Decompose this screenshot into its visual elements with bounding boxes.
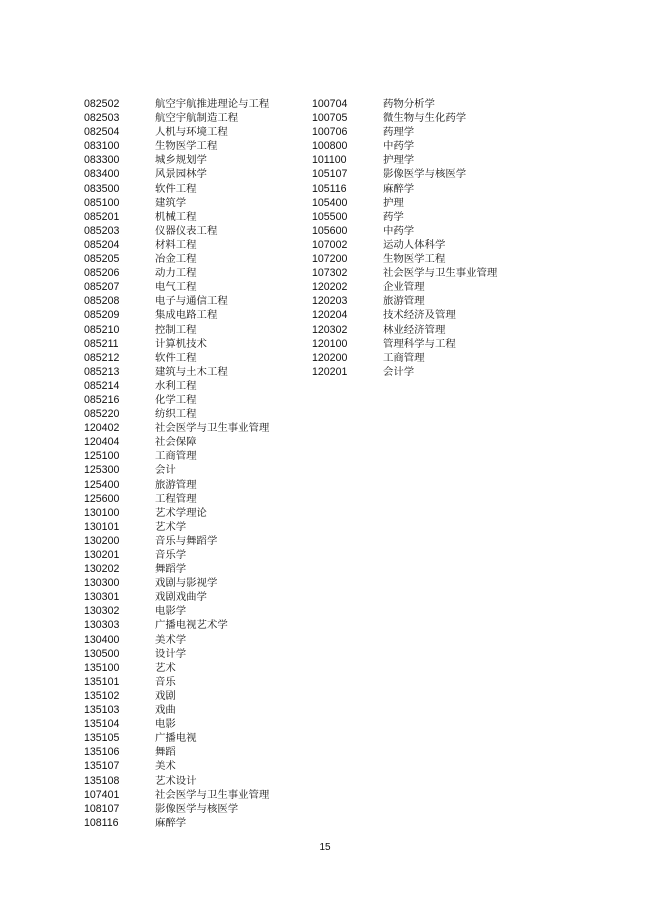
major-name: 音乐与舞蹈学 xyxy=(155,534,218,547)
major-name: 风景园林学 xyxy=(155,168,207,181)
major-name: 材料工程 xyxy=(155,238,197,251)
major-name: 设计学 xyxy=(155,647,187,660)
major-code: 135105 xyxy=(84,732,120,745)
list-item xyxy=(84,252,314,266)
major-name: 管理科学与工程 xyxy=(383,337,456,350)
list-item xyxy=(84,238,314,252)
major-code: 085207 xyxy=(84,281,120,294)
list-item xyxy=(312,167,542,181)
major-code: 120200 xyxy=(312,351,348,364)
major-code: 083100 xyxy=(84,140,120,153)
list-item xyxy=(84,675,314,689)
major-code: 108116 xyxy=(84,816,119,829)
major-code: 105600 xyxy=(312,224,348,237)
list-item xyxy=(312,153,542,167)
major-name: 舞蹈学 xyxy=(155,563,187,576)
major-code: 083300 xyxy=(84,154,120,167)
list-item xyxy=(84,661,314,675)
major-code: 130301 xyxy=(84,591,120,604)
list-item xyxy=(84,633,314,647)
list-item xyxy=(84,224,314,238)
list-item xyxy=(312,224,542,238)
list-item xyxy=(84,689,314,703)
major-code: 120203 xyxy=(312,295,348,308)
major-code: 120201 xyxy=(312,365,348,378)
major-name: 运动人体科学 xyxy=(383,238,446,251)
list-item xyxy=(84,788,314,802)
major-name: 电子与通信工程 xyxy=(155,295,228,308)
major-code: 135104 xyxy=(84,718,120,731)
major-name: 仪器仪表工程 xyxy=(155,224,218,237)
list-item xyxy=(84,731,314,745)
major-name: 技术经济及管理 xyxy=(383,309,456,322)
major-name: 动力工程 xyxy=(155,267,197,280)
list-item xyxy=(84,167,314,181)
major-name: 艺术学理论 xyxy=(155,506,207,519)
major-name: 中药学 xyxy=(383,224,415,237)
major-code: 085206 xyxy=(84,267,120,280)
major-code: 083400 xyxy=(84,168,120,181)
major-code: 107401 xyxy=(84,788,120,801)
list-item xyxy=(312,210,542,224)
list-item xyxy=(312,337,542,351)
major-code: 100705 xyxy=(312,112,348,125)
major-name: 社会保障 xyxy=(155,436,197,449)
list-item xyxy=(84,111,314,125)
list-item xyxy=(84,139,314,153)
major-code: 085209 xyxy=(84,309,120,322)
list-item xyxy=(312,238,542,252)
major-code: 107002 xyxy=(312,238,348,251)
major-code: 135107 xyxy=(84,760,120,773)
major-name: 戏剧 xyxy=(155,689,176,702)
list-item xyxy=(84,604,314,618)
list-item xyxy=(84,308,314,322)
list-item xyxy=(84,351,314,365)
major-name: 电影学 xyxy=(155,605,187,618)
major-code: 085220 xyxy=(84,408,120,421)
major-code: 130202 xyxy=(84,563,120,576)
list-item xyxy=(84,266,314,280)
major-code: 082503 xyxy=(84,112,120,125)
major-code: 085212 xyxy=(84,351,120,364)
list-item xyxy=(312,125,542,139)
major-code: 085204 xyxy=(84,238,120,251)
major-name: 航空宇航推进理论与工程 xyxy=(155,98,270,110)
major-name: 护理 xyxy=(383,196,404,209)
major-code: 130100 xyxy=(84,506,120,519)
major-code: 130302 xyxy=(84,605,120,618)
major-name: 人机与环境工程 xyxy=(155,126,228,139)
major-name: 会计学 xyxy=(383,365,415,378)
major-code: 120100 xyxy=(312,337,348,350)
major-code: 105116 xyxy=(312,182,347,195)
list-item xyxy=(84,816,314,830)
major-name: 药物分析学 xyxy=(383,98,435,110)
major-code: 085100 xyxy=(84,196,120,209)
list-item xyxy=(84,745,314,759)
left-column-list xyxy=(84,97,314,830)
list-item xyxy=(312,308,542,322)
list-item xyxy=(312,280,542,294)
list-item xyxy=(84,365,314,379)
list-item xyxy=(84,492,314,506)
major-name: 生物医学工程 xyxy=(155,140,218,153)
list-item xyxy=(84,337,314,351)
list-item xyxy=(312,97,542,111)
major-name: 影像医学与核医学 xyxy=(383,168,467,181)
list-item xyxy=(312,196,542,210)
list-item xyxy=(84,478,314,492)
major-code: 100704 xyxy=(312,98,348,110)
major-code: 085210 xyxy=(84,323,120,336)
major-code: 085214 xyxy=(84,379,120,392)
major-name: 化学工程 xyxy=(155,393,197,406)
list-item xyxy=(312,139,542,153)
major-name: 建筑与土木工程 xyxy=(155,365,228,378)
major-code: 107200 xyxy=(312,253,348,266)
list-item xyxy=(84,759,314,773)
major-code: 105107 xyxy=(312,168,348,181)
list-item xyxy=(84,449,314,463)
list-item xyxy=(84,125,314,139)
list-item xyxy=(84,196,314,210)
list-item xyxy=(84,393,314,407)
major-code: 120402 xyxy=(84,422,120,435)
list-item xyxy=(84,294,314,308)
major-code: 130303 xyxy=(84,619,120,632)
major-code: 135103 xyxy=(84,704,120,717)
major-code: 120204 xyxy=(312,309,348,322)
list-item xyxy=(84,182,314,196)
list-item xyxy=(84,463,314,477)
major-name: 冶金工程 xyxy=(155,253,197,266)
major-code: 100800 xyxy=(312,140,348,153)
major-code: 107302 xyxy=(312,267,348,280)
major-name: 集成电路工程 xyxy=(155,309,218,322)
list-item xyxy=(84,548,314,562)
major-name: 广播电视艺术学 xyxy=(155,619,228,632)
list-item xyxy=(84,703,314,717)
major-code: 130201 xyxy=(84,549,120,561)
major-name: 舞蹈 xyxy=(155,746,176,759)
major-code: 105500 xyxy=(312,210,348,223)
major-name: 广播电视 xyxy=(155,732,197,745)
major-code: 120202 xyxy=(312,281,348,294)
major-name: 戏剧戏曲学 xyxy=(155,591,207,604)
major-name: 戏曲 xyxy=(155,704,176,717)
major-name: 航空宇航制造工程 xyxy=(155,112,239,125)
major-name: 林业经济管理 xyxy=(383,323,446,336)
list-item xyxy=(312,323,542,337)
list-item xyxy=(84,534,314,548)
list-item xyxy=(84,407,314,421)
major-name: 音乐学 xyxy=(155,549,187,561)
major-code: 120302 xyxy=(312,323,348,336)
major-name: 药理学 xyxy=(383,126,415,139)
major-name: 美术 xyxy=(155,760,176,773)
major-code: 085205 xyxy=(84,253,120,266)
major-name: 计算机技术 xyxy=(155,337,207,350)
list-item xyxy=(312,182,542,196)
major-code: 082502 xyxy=(84,98,120,110)
major-name: 建筑学 xyxy=(155,196,187,209)
list-item xyxy=(84,379,314,393)
major-code: 085201 xyxy=(84,210,120,223)
list-item xyxy=(84,647,314,661)
list-item xyxy=(312,252,542,266)
major-name: 企业管理 xyxy=(383,281,425,294)
major-name: 麻醉学 xyxy=(155,816,187,829)
major-code: 135101 xyxy=(84,675,120,688)
list-item xyxy=(84,717,314,731)
major-name: 微生物与生化药学 xyxy=(383,112,467,125)
major-name: 艺术设计 xyxy=(155,774,197,787)
major-name: 影像医学与核医学 xyxy=(155,802,239,815)
major-code: 120404 xyxy=(84,436,120,449)
list-item xyxy=(84,774,314,788)
list-item xyxy=(312,266,542,280)
major-name: 水利工程 xyxy=(155,379,197,392)
major-code: 125600 xyxy=(84,492,120,505)
major-name: 中药学 xyxy=(383,140,415,153)
major-code: 108107 xyxy=(84,802,120,815)
major-name: 纺织工程 xyxy=(155,408,197,421)
major-name: 软件工程 xyxy=(155,182,197,195)
major-code: 130200 xyxy=(84,534,120,547)
major-code: 085213 xyxy=(84,365,120,378)
list-item xyxy=(84,618,314,632)
right-column-list xyxy=(312,97,542,379)
page-number: 15 xyxy=(319,842,331,853)
major-code: 125400 xyxy=(84,478,120,491)
list-item xyxy=(84,590,314,604)
major-name: 控制工程 xyxy=(155,323,197,336)
major-name: 社会医学与卫生事业管理 xyxy=(155,788,270,801)
major-name: 艺术 xyxy=(155,661,176,674)
major-code: 082504 xyxy=(84,126,120,139)
major-code: 105400 xyxy=(312,196,348,209)
major-name: 工商管理 xyxy=(383,351,425,364)
major-code: 130400 xyxy=(84,633,120,646)
major-name: 社会医学与卫生事业管理 xyxy=(383,267,498,280)
major-name: 护理学 xyxy=(383,154,415,167)
major-name: 会计 xyxy=(155,464,176,477)
major-name: 生物医学工程 xyxy=(383,253,446,266)
list-item xyxy=(312,294,542,308)
major-code: 130101 xyxy=(84,520,120,533)
major-name: 音乐 xyxy=(155,675,176,688)
major-code: 135100 xyxy=(84,661,120,674)
major-code: 085216 xyxy=(84,393,120,406)
major-name: 艺术学 xyxy=(155,520,187,533)
major-name: 戏剧与影视学 xyxy=(155,577,218,590)
major-name: 电气工程 xyxy=(155,281,197,294)
major-name: 旅游管理 xyxy=(155,478,197,491)
list-item xyxy=(84,280,314,294)
list-item xyxy=(84,506,314,520)
list-item xyxy=(84,323,314,337)
major-code: 125300 xyxy=(84,464,120,477)
major-code: 083500 xyxy=(84,182,120,195)
major-name: 药学 xyxy=(383,210,404,223)
major-code: 085211 xyxy=(84,337,119,350)
major-name: 机械工程 xyxy=(155,210,197,223)
major-code: 135108 xyxy=(84,774,120,787)
major-code: 135106 xyxy=(84,746,120,759)
major-name: 工商管理 xyxy=(155,450,197,463)
list-item xyxy=(312,111,542,125)
list-item xyxy=(84,97,314,111)
major-name: 软件工程 xyxy=(155,351,197,364)
list-item xyxy=(84,153,314,167)
list-item xyxy=(312,365,542,379)
major-name: 电影 xyxy=(155,718,176,731)
list-item xyxy=(84,802,314,816)
list-item xyxy=(84,520,314,534)
major-code: 101100 xyxy=(312,154,347,167)
list-item xyxy=(84,210,314,224)
list-item xyxy=(84,562,314,576)
list-item xyxy=(84,576,314,590)
major-name: 城乡规划学 xyxy=(155,154,207,167)
major-code: 100706 xyxy=(312,126,348,139)
major-name: 社会医学与卫生事业管理 xyxy=(155,422,270,435)
major-code: 135102 xyxy=(84,689,120,702)
major-code: 125100 xyxy=(84,450,120,463)
list-item xyxy=(84,435,314,449)
major-name: 美术学 xyxy=(155,633,187,646)
major-code: 085208 xyxy=(84,295,120,308)
major-code: 085203 xyxy=(84,224,120,237)
major-name: 工程管理 xyxy=(155,492,197,505)
list-item xyxy=(312,351,542,365)
major-code: 130300 xyxy=(84,577,120,590)
major-name: 麻醉学 xyxy=(383,182,415,195)
list-item xyxy=(84,421,314,435)
major-name: 旅游管理 xyxy=(383,295,425,308)
major-code: 130500 xyxy=(84,647,120,660)
